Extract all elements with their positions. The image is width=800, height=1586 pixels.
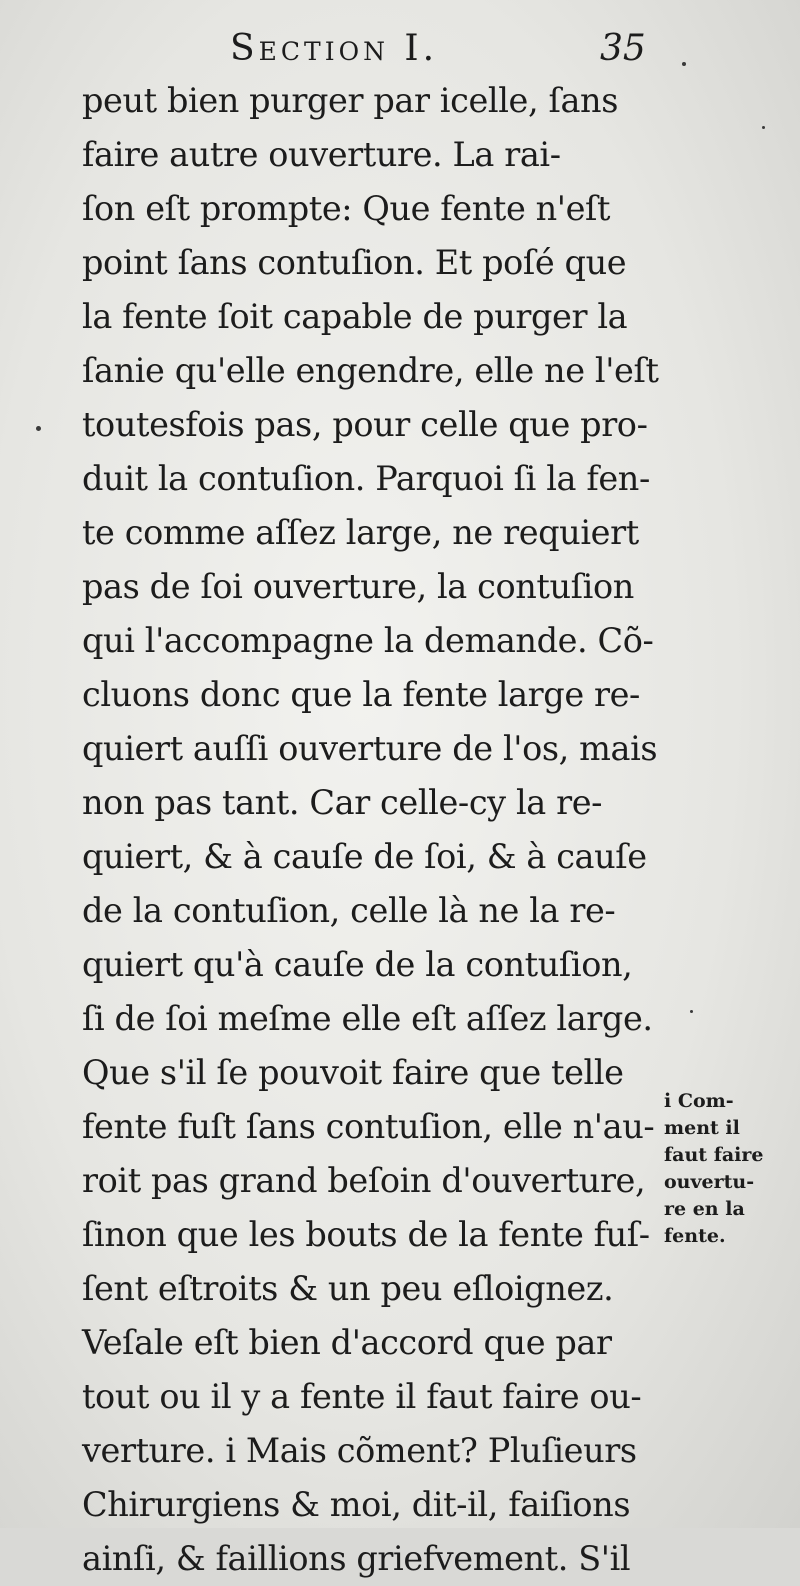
text-line: qui l'accompagne la demande. Cõ- — [82, 621, 654, 660]
text-line: pas de ſoi ouverture, la contuſion — [82, 567, 634, 606]
margin-note-line: i Com- — [664, 1090, 734, 1112]
text-line: verture. i Mais cõment? Pluſieurs — [82, 1431, 637, 1470]
text-line: duit la contuſion. Parquoi ſi la fen- — [82, 459, 650, 498]
text-line: de la contuſion, celle là ne la re- — [82, 891, 616, 930]
text-line: ſi de ſoi meſme elle eſt aſſez large. — [82, 999, 653, 1038]
ink-speck — [762, 126, 765, 129]
text-line: Chirurgiens & moi, dit-il, faiſions — [82, 1485, 631, 1524]
ink-speck — [690, 1010, 693, 1013]
text-line: Que s'il ſe pouvoit faire que telle — [82, 1053, 624, 1092]
running-head: Section I. — [230, 28, 439, 69]
body-text — [82, 74, 662, 1586]
text-line: tout ou il y a fente il faut faire ou- — [82, 1377, 642, 1416]
text-line: la fente ſoit capable de purger la — [82, 297, 628, 336]
ink-speck — [36, 426, 41, 431]
margin-note-line: ouvertu- — [664, 1171, 755, 1193]
margin-note — [664, 1088, 794, 1250]
text-line: cluons donc que la fente large re- — [82, 675, 640, 714]
text-line: ainſi, & faillions griefvement. S'il — [82, 1539, 631, 1578]
text-line: roit pas grand beſoin d'ouverture, — [82, 1161, 646, 1200]
text-line: quiert auſſi ouverture de l'os, mais — [82, 729, 658, 768]
text-line: ſinon que les bouts de la fente fuſ- — [82, 1215, 650, 1254]
text-line: Veſale eſt bien d'accord que par — [82, 1323, 612, 1362]
text-line: quiert qu'à cauſe de la contuſion, — [82, 945, 633, 984]
text-line: te comme aſſez large, ne requiert — [82, 513, 639, 552]
text-line: ſon eſt prompte: Que fente n'eſt — [82, 189, 611, 228]
margin-note-line: fente. — [664, 1225, 726, 1247]
margin-note-line: re en la — [664, 1198, 745, 1220]
text-line: fente fuſt ſans contuſion, elle n'au- — [82, 1107, 655, 1146]
text-line: peut bien purger par icelle, ſans — [82, 81, 619, 120]
text-line: non pas tant. Car celle-cy la re- — [82, 783, 603, 822]
margin-note-line: ment il — [664, 1117, 740, 1139]
text-line: point ſans contuſion. Et poſé que — [82, 243, 627, 282]
margin-note-line: faut faire — [664, 1144, 764, 1166]
text-line: faire autre ouverture. La rai- — [82, 135, 561, 174]
text-line: ſanie qu'elle engendre, elle ne l'eſt — [82, 351, 659, 390]
ink-speck — [682, 62, 686, 66]
text-line: ſent eſtroits & un peu eſloignez. — [82, 1269, 614, 1308]
text-line: toutesfois pas, pour celle que pro- — [82, 405, 648, 444]
page-number: 35 — [600, 28, 646, 69]
text-line: quiert, & à cauſe de ſoi, & à cauſe — [82, 837, 647, 876]
